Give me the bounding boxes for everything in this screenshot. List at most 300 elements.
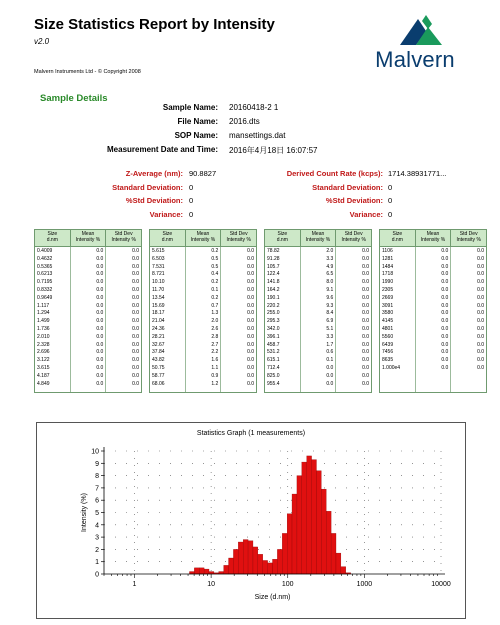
table-cell: 0.0 [441,357,449,364]
histogram-bar [312,460,317,574]
table-cell: 43.82 [152,357,165,364]
table-cell: 0.0 [362,380,370,387]
table-cell: 0.0 [362,279,370,286]
report-title: Size Statistics Report by Intensity [34,16,275,33]
histogram-bar [229,558,234,574]
y-axis-label: Intensity (%) [81,493,88,532]
table-cell: 24.36 [152,325,165,332]
table-cell: 0.0 [247,248,255,254]
table-cell: 0.0 [362,325,370,332]
table-cell: 0.0 [247,302,255,309]
table-cell: 955.4 [267,380,280,387]
table-cell: 0.0 [96,357,104,364]
table-cell: 0.1 [211,286,219,293]
table-cell: 0.0 [477,263,485,270]
table-cell: 0.0 [247,279,255,286]
table-cell: 0.0 [441,279,449,286]
histogram-bar [316,471,321,574]
report-version: v2.0 [34,37,50,46]
table-cell: 0.0 [362,318,370,325]
table-cell: 0.0 [362,341,370,348]
table-cell: 825.0 [267,372,280,379]
malvern-logo-mark-icon [360,15,470,49]
stat-value: 90.8827 [189,169,217,178]
table-column-size [380,247,416,392]
table-cell: 0.0 [326,364,334,371]
table-cell: 0.0 [247,255,255,262]
table-column-mean [186,247,222,392]
histogram-bar [272,559,277,574]
table-cell: 6.9 [326,318,334,325]
table-cell: 0.0 [477,349,485,356]
histogram-bar [238,542,243,574]
table-cell: 0.0 [132,279,140,286]
table-cell: 0.0 [132,255,140,262]
detail-row-sample-name [40,103,480,117]
table-cell: 0.8332 [37,286,53,293]
stat-variance-left [40,210,183,222]
detail-label: SOP Name: [174,131,218,140]
table-cell: 0.0 [96,271,104,278]
table-cell: 295.3 [267,318,280,325]
table-column-mean [301,247,337,392]
table-cell: 0.0 [477,341,485,348]
y-tick-label: 1 [95,559,99,567]
table-cell: 1.499 [37,318,50,325]
detail-label: File Name: [177,117,218,126]
y-tick-label: 0 [95,571,99,579]
table-cell: 9.1 [326,286,334,293]
detail-label: Sample Name: [162,103,218,112]
detail-row-measurement-date [40,145,480,159]
table-cell: 0.0 [441,294,449,301]
table-cell: 0.0 [247,263,255,270]
table-cell: 3.3 [326,255,334,262]
table-cell: 0.0 [96,349,104,356]
histogram-bar [248,541,253,574]
table-cell: 2.0 [326,248,334,254]
table-column-std [451,247,486,392]
table-cell: 4.9 [326,263,334,270]
table-cell: 0.0 [441,325,449,332]
table-cell: 5.1 [326,325,334,332]
x-tick-label: 1 [132,581,137,588]
table-column-size [150,247,186,392]
table-cell: 8635 [382,357,394,364]
stat-label: Z-Average (nm): [125,169,183,178]
x-tick-label: 10 [207,581,216,588]
stat-label: Derived Count Rate (kcps): [286,169,383,178]
table-column-size [265,247,301,392]
stat-label: %Std Deviation: [125,196,183,205]
table-cell: 2.8 [211,333,219,340]
table-cell: 0.0 [441,286,449,293]
table-cell: 190.1 [267,294,280,301]
table-cell: 2.6 [211,325,219,332]
histogram-bar [326,511,331,574]
table-cell: 0.0 [96,294,104,301]
table-cell: 8.0 [326,279,334,286]
table-cell: 0.0 [96,310,104,317]
size-table-4 [379,229,487,393]
table-cell: 0.0 [96,248,104,254]
table-cell: 0.0 [247,349,255,356]
table-cell: 0.0 [132,310,140,317]
stat-value: 0 [189,196,194,205]
table-cell: 0.0 [362,310,370,317]
detail-value: 2016年4月18日 16:07:57 [229,146,318,155]
table-cell: 3.3 [326,333,334,340]
x-tick-label: 100 [281,581,294,588]
table-cell: 164.2 [267,286,280,293]
table-column-std [336,247,371,392]
table-cell: 0.0 [477,286,485,293]
table-cell: 68.06 [152,380,165,387]
table-header-cell: Mean Intensity % [416,230,452,246]
table-cell: 0.0 [441,271,449,278]
histogram-bar [336,553,341,574]
table-column-mean [416,247,452,392]
size-table-1 [34,229,142,393]
histogram-bar [277,549,282,574]
detail-label: Measurement Date and Time: [107,145,218,154]
table-header-cell: Std Dev Intensity % [226,231,251,243]
table-cell: 0.0 [132,341,140,348]
table-cell: 5.615 [152,248,165,254]
histogram-bar [331,533,336,574]
table-cell: 1.000e4 [382,364,401,371]
table-cell: 58.77 [152,372,165,379]
table-cell: 122.4 [267,271,280,278]
table-cell: 0.0 [96,325,104,332]
histogram-bar [307,456,312,574]
table-cell: 255.0 [267,310,280,317]
statistics-graph [36,422,466,619]
table-cell: 0.0 [362,286,370,293]
table-cell: 1718 [382,271,394,278]
histogram-bar [233,549,238,574]
y-tick-label: 8 [95,473,99,481]
x-tick-label: 1000 [356,581,373,588]
table-cell: 0.0 [477,279,485,286]
table-cell: 0.0 [132,333,140,340]
stat-value: 0 [189,183,194,192]
table-cell: 1106 [382,248,393,254]
table-cell: 0.0 [362,364,370,371]
table-header-cell: Size d.nm [150,230,186,246]
table-header-cell: Mean Intensity % [71,230,107,246]
table-cell: 0.0 [477,248,485,254]
table-cell: 0.4009 [37,248,53,254]
histogram-bar [243,540,248,574]
table-cell: 220.2 [267,302,280,309]
table-cell: 0.0 [441,364,449,371]
table-cell: 0.4632 [37,255,53,262]
table-cell: 0.0 [247,310,255,317]
table-cell: 0.0 [441,318,449,325]
table-cell: 0.0 [477,318,485,325]
table-cell: 0.0 [132,372,140,379]
stat-value: 1714.38931771... [388,169,447,178]
histogram-bar [253,547,258,574]
table-cell: 0.1 [326,357,334,364]
table-cell: 0.0 [441,302,449,309]
table-cell: 396.1 [267,333,280,340]
table-cell: 0.0 [96,380,104,387]
histogram-bar [321,489,326,574]
table-cell: 0.0 [362,349,370,356]
table-cell: 78.82 [267,248,280,254]
table-cell: 0.9649 [37,294,53,301]
table-cell: 37.84 [152,349,165,356]
table-cell: 0.0 [477,302,485,309]
histogram-bar [263,560,268,574]
table-cell: 5560 [382,333,394,340]
histogram-bar [282,533,287,574]
table-cell: 1990 [382,279,394,286]
table-cell: 0.0 [132,286,140,293]
table-cell: 1.736 [37,325,50,332]
table-cell: 0.0 [441,310,449,317]
table-cell: 0.0 [96,255,104,262]
table-cell: 3091 [382,302,394,309]
table-cell: 0.0 [247,271,255,278]
table-cell: 91.28 [267,255,280,262]
table-cell: 1484 [382,263,394,270]
table-cell: 0.7 [211,302,219,309]
table-cell: 0.0 [96,286,104,293]
table-cell: 0.0 [247,341,255,348]
table-cell: 4.849 [37,380,50,387]
table-cell: 0.5 [211,263,219,270]
stat-label: %Std Deviation: [325,196,383,205]
table-column-size [35,247,71,392]
table-cell: 0.0 [132,248,140,254]
table-cell: 2.0 [211,318,219,325]
table-cell: 2.2 [211,349,219,356]
table-cell: 1.2 [211,380,219,387]
table-cell: 0.0 [362,372,370,379]
table-cell: 1.1 [211,364,219,371]
table-header-cell: Size d.nm [35,230,71,246]
histogram-bar [292,494,297,574]
table-cell: 0.0 [96,318,104,325]
histogram-bar [224,565,229,574]
histogram-bar [268,563,273,574]
table-cell: 0.2 [211,279,219,286]
stat-value: 0 [388,196,393,205]
table-cell: 50.75 [152,364,165,371]
size-table-3 [264,229,372,393]
stat-std-dev-left [40,183,183,195]
table-cell: 141.8 [267,279,280,286]
y-tick-label: 4 [95,522,99,530]
table-cell: 0.0 [247,333,255,340]
table-cell: 0.0 [362,248,370,254]
table-cell: 0.0 [247,372,255,379]
table-cell: 0.0 [326,372,334,379]
table-cell: 0.0 [96,279,104,286]
table-cell: 0.0 [477,255,485,262]
table-cell: 1.6 [211,357,219,364]
stat-label: Standard Deviation: [312,183,383,192]
table-cell: 3580 [382,310,394,317]
table-header-cell: Mean Intensity % [301,230,337,246]
table-cell: 0.0 [132,318,140,325]
y-tick-label: 6 [95,497,99,505]
y-tick-label: 7 [95,485,99,493]
table-cell: 0.0 [477,333,485,340]
histogram-bar [258,554,263,574]
x-tick-label: 10000 [431,581,451,588]
table-cell: 0.5365 [37,263,53,270]
table-cell: 2669 [382,294,394,301]
table-cell: 0.0 [132,357,140,364]
table-cell: 0.5 [211,255,219,262]
table-cell: 32.67 [152,341,165,348]
table-cell: 531.2 [267,349,280,356]
table-cell: 1281 [382,255,394,262]
table-cell: 0.0 [441,333,449,340]
table-cell: 0.0 [247,357,255,364]
table-cell: 0.0 [132,294,140,301]
table-cell: 0.0 [132,302,140,309]
detail-value: 2016.dts [229,117,260,126]
histogram-bar [199,568,204,574]
histogram-bar [204,569,209,574]
table-cell: 18.17 [152,310,165,317]
table-cell: 0.0 [96,341,104,348]
table-cell: 7456 [382,349,394,356]
y-tick-label: 3 [95,534,99,542]
table-cell: 0.0 [477,364,485,371]
table-cell: 0.0 [362,333,370,340]
table-cell: 15.69 [152,302,165,309]
stat-z-average [40,169,183,181]
table-header-cell: Size d.nm [265,230,301,246]
detail-value: 20160418-2 1 [229,103,279,112]
stat-label: Variance: [149,210,183,219]
table-cell: 7.531 [152,263,165,270]
table-cell: 28.21 [152,333,165,340]
x-axis-label: Size (d.nm) [254,594,291,601]
table-cell: 0.0 [441,263,449,270]
table-cell: 0.0 [132,349,140,356]
detail-value: mansettings.dat [229,131,286,140]
table-cell: 8.721 [152,271,165,278]
stat-std-dev-right [260,183,383,195]
histogram-bar [194,568,199,574]
graph-title: Statistics Graph (1 measurements) [196,430,306,437]
stat-value: 0 [388,210,393,219]
table-cell: 0.0 [326,380,334,387]
table-cell: 2305 [382,286,394,293]
table-cell: 458.7 [267,341,280,348]
table-cell: 0.0 [477,325,485,332]
table-cell: 0.0 [362,255,370,262]
histogram-bar [297,476,302,574]
table-cell: 1.294 [37,310,50,317]
stat-label: Standard Deviation: [112,183,183,192]
size-table-2 [149,229,257,393]
table-cell: 11.70 [152,286,165,293]
table-column-std [221,247,256,392]
y-tick-label: 2 [95,546,99,554]
table-cell: 2.328 [37,341,50,348]
table-header-cell: Std Dev Intensity % [341,231,366,243]
table-cell: 0.0 [132,380,140,387]
stat-value: 0 [189,210,194,219]
stat-pct-std-dev-left [40,196,183,208]
table-cell: 6.503 [152,255,165,262]
table-cell: 615.1 [267,357,280,364]
table-cell: 0.0 [441,255,449,262]
table-header-cell: Std Dev Intensity % [456,231,481,243]
table-cell: 342.0 [267,325,280,332]
y-tick-label: 10 [91,448,99,456]
table-header-cell: Size d.nm [380,230,416,246]
table-cell: 0.9 [211,372,219,379]
table-cell: 1.3 [211,310,219,317]
detail-row-sop-name [40,131,480,145]
table-cell: 0.6 [326,349,334,356]
table-cell: 0.0 [362,302,370,309]
table-cell: 2.7 [211,341,219,348]
histogram-bar [287,514,292,574]
histogram-bar [341,567,346,574]
detail-row-file-name [40,117,480,131]
table-cell: 0.0 [247,380,255,387]
table-cell: 0.0 [96,364,104,371]
table-header-cell: Mean Intensity % [186,230,222,246]
table-cell: 6439 [382,341,394,348]
histogram-bar [302,462,307,574]
table-cell: 0.0 [96,333,104,340]
y-tick-label: 5 [95,510,99,517]
table-cell: 13.54 [152,294,165,301]
malvern-logo-text: Malvern [375,47,455,72]
table-cell: 0.0 [247,286,255,293]
table-cell: 0.0 [362,294,370,301]
table-cell: 0.0 [247,325,255,332]
table-cell: 1.117 [37,302,50,309]
table-cell: 0.0 [247,364,255,371]
table-cell: 0.0 [441,349,449,356]
table-cell: 0.0 [362,271,370,278]
table-cell: 712.4 [267,364,280,371]
table-cell: 0.7195 [37,279,53,286]
table-cell: 0.0 [132,263,140,270]
stat-variance-right [260,210,383,222]
table-cell: 3.615 [37,364,50,371]
table-cell: 0.0 [247,294,255,301]
table-cell: 0.0 [441,341,449,348]
table-cell: 0.4 [211,271,219,278]
table-cell: 8.4 [326,310,334,317]
copyright-text: Malvern Instruments Ltd - © Copyright 2008 [34,69,141,75]
table-column-mean [71,247,107,392]
table-cell: 0.0 [132,325,140,332]
sample-details-title: Sample Details [40,93,108,104]
table-cell: 0.0 [477,357,485,364]
table-cell: 21.04 [152,318,165,325]
table-cell: 0.2 [211,294,219,301]
stat-pct-std-dev-right [260,196,383,208]
table-cell: 4.187 [37,372,50,379]
table-cell: 2.010 [37,333,50,340]
table-cell: 0.2 [211,248,219,254]
table-cell: 9.3 [326,302,334,309]
